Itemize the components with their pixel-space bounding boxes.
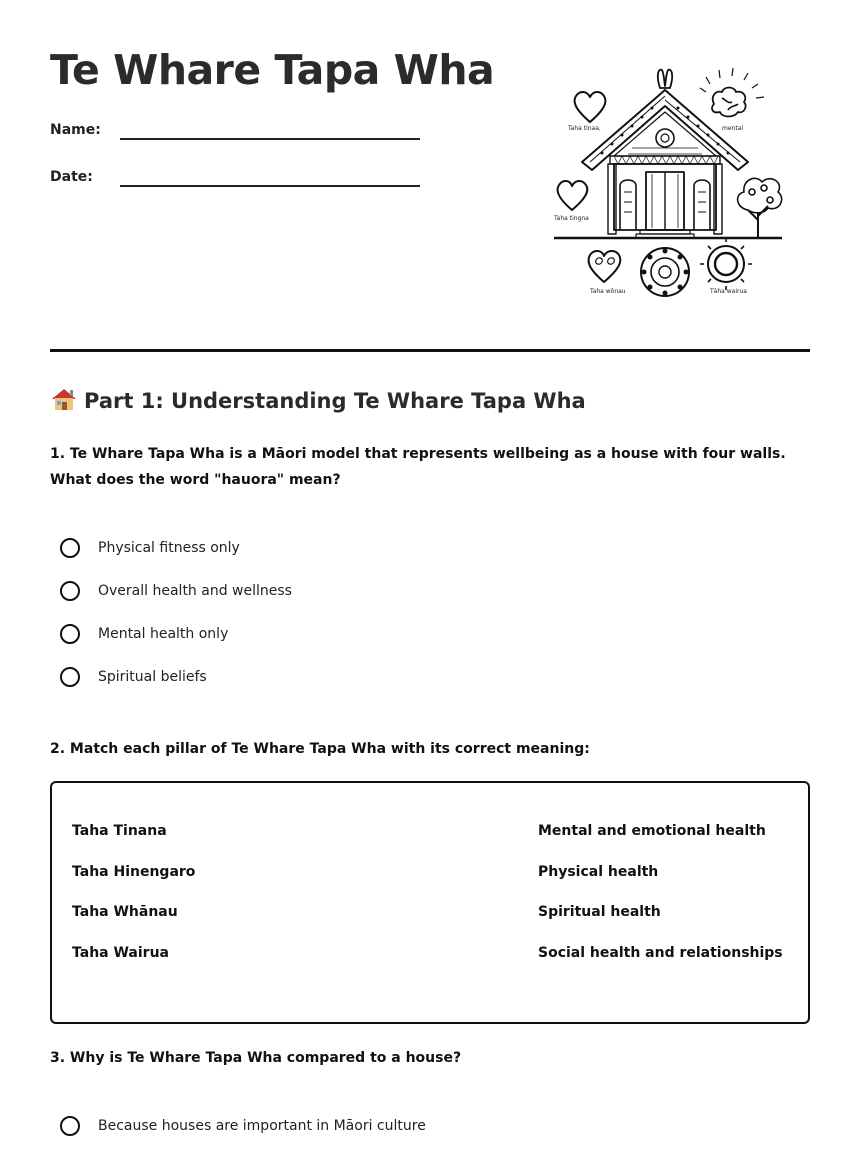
option-label: Mental health only (98, 626, 229, 642)
matching-terms (72, 821, 195, 984)
question-1-options (60, 538, 760, 710)
q1-option-a[interactable] (60, 538, 760, 581)
date-input-line[interactable] (120, 185, 420, 187)
question-2: 2. Match each pillar of Te Whare Tapa Wha with its correct meaning: (50, 741, 590, 757)
radio-button[interactable] (60, 1116, 80, 1136)
radio-button[interactable] (60, 581, 80, 601)
question-3: 3. Why is Te Whare Tapa Wha compared to a house? (50, 1050, 462, 1066)
name-label: Name: (50, 122, 101, 138)
match-term[interactable]: Taha Tinana (72, 823, 167, 839)
heart-icon (575, 92, 606, 122)
radio-button[interactable] (60, 667, 80, 687)
question-3-options (60, 1116, 760, 1159)
match-meaning[interactable]: Physical health (538, 863, 659, 880)
whanau-heart-icon (589, 251, 621, 282)
sun-icon (641, 248, 689, 296)
section-divider (50, 349, 810, 352)
matching-meanings (538, 821, 783, 984)
q3-option-a[interactable] (60, 1116, 760, 1159)
matching-box (50, 781, 810, 1024)
date-label: Date: (50, 169, 93, 185)
match-term[interactable]: Taha Hinengaro (72, 863, 196, 880)
match-meaning[interactable]: Social health and relationships (538, 945, 783, 962)
radio-button[interactable] (60, 538, 80, 558)
match-meaning[interactable]: Mental and emotional health (538, 823, 766, 839)
worksheet-title: Te Whare Tapa Wha (50, 46, 495, 94)
wharenui-illustration (552, 62, 788, 308)
label-taha-wairua: Tāha wairua (710, 288, 747, 295)
tree-icon (738, 178, 782, 238)
name-input-line[interactable] (120, 138, 420, 140)
brain-icon (700, 68, 764, 117)
option-label: Overall health and wellness (98, 583, 292, 599)
section-heading-text: Part 1: Understanding Te Whare Tapa Wha (84, 389, 586, 413)
match-meaning[interactable]: Spiritual health (538, 904, 661, 921)
wairua-ring-icon (700, 238, 752, 290)
house-icon (50, 387, 78, 411)
date-field[interactable] (50, 169, 420, 199)
worksheet-page (50, 0, 810, 1161)
section-heading-part-1 (50, 387, 586, 413)
option-label: Physical fitness only (98, 540, 240, 556)
question-1: 1. Te Whare Tapa Wha is a Māori model that represents wellbeing as a house with four walls. What does the word "hauora" mean? (50, 446, 786, 488)
option-label: Spiritual beliefs (98, 669, 207, 685)
q1-option-d[interactable] (60, 667, 760, 710)
q1-option-b[interactable] (60, 581, 760, 624)
radio-button[interactable] (60, 624, 80, 644)
heart-icon (558, 181, 588, 210)
label-mental: mental (722, 125, 744, 132)
match-term[interactable]: Taha Wairua (72, 945, 169, 962)
label-taha-tinana: Taha tingna (554, 215, 589, 222)
q1-option-c[interactable] (60, 624, 760, 667)
option-label: Because houses are important in Māori culture (98, 1118, 426, 1134)
label-taha-whanau: Taha wōnau (590, 288, 626, 295)
label-taha-tinana-top: Taha tinaa, (568, 125, 601, 132)
name-field[interactable] (50, 122, 420, 152)
match-term[interactable]: Taha Whānau (72, 904, 178, 921)
